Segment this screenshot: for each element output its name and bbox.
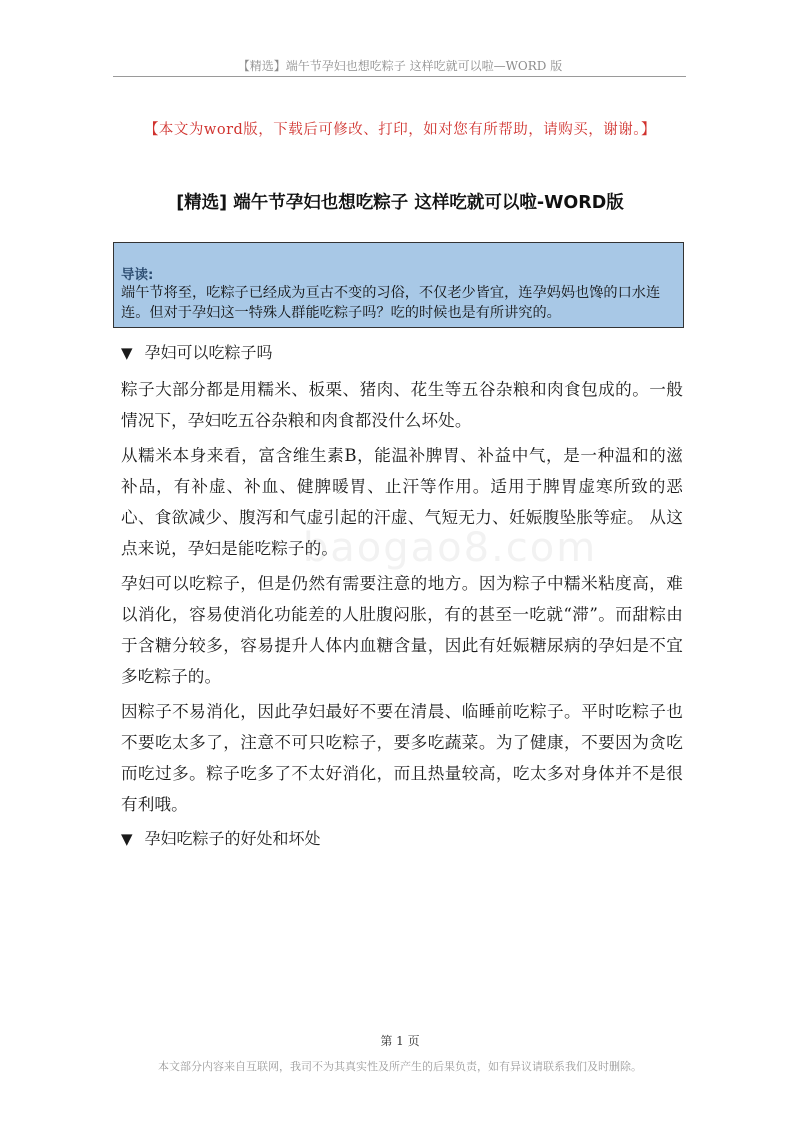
intro-box bbox=[113, 242, 684, 328]
triangle-bullet-icon: ▼ bbox=[121, 344, 133, 362]
paragraph-3: 孕妇可以吃粽子，但是仍然有需要注意的地方。因为粽子中糯米粘度高，难以消化，容易使消化功能差的人肚腹闷胀，有的甚至一吃就“滞”。而甜粽由于含糖分较多，容易提升人体内血糖含量，因此有妊娠糖尿病的孕妇是不宜多吃粽子的。 bbox=[121, 574, 683, 686]
page-number: 第 1 页 bbox=[380, 1034, 420, 1048]
footer-disclaimer: 本文部分内容来自互联网，我司不为其真实性及所产生的后果负责，如有异议请联系我们及时删除。 bbox=[158, 1060, 642, 1073]
section-heading-1-text: 孕妇可以吃粽子吗 bbox=[144, 343, 273, 362]
running-header: 【精选】端午节孕妇也想吃粽子 这样吃就可以啦—WORD 版 bbox=[237, 59, 563, 73]
intro-label: 导读: bbox=[121, 267, 154, 283]
paragraph-2: 从糯米本身来看，富含维生素B，能温补脾胃、补益中气，是一种温和的滋补品，有补虚、补血、健脾暖胃、止汗等作用。适用于脾胃虚寒所致的恶心、食欲减少、腹泻和气虚引起的汗虚、气短无力、妊娠腹坠胀等症。 从这点来说，孕妇是能吃粽子的。 bbox=[121, 446, 683, 558]
paragraph-1: 粽子大部分都是用糯米、板栗、猪肉、花生等五谷杂粮和肉食包成的。一般情况下，孕妇吃五谷杂粮和肉食都没什么坏处。 bbox=[121, 380, 683, 430]
article-body bbox=[121, 340, 683, 860]
section-heading-2 bbox=[121, 826, 683, 852]
document-title: [精选] 端午节孕妇也想吃粽子 这样吃就可以啦-WORD版 bbox=[176, 193, 624, 213]
intro-text: 端午节将至，吃粽子已经成为亘古不变的习俗，不仅老少皆宜，连孕妈妈也馋的口水连连。但对于孕妇这一特殊人群能吃粽子吗？吃的时候也是有所讲究的。 bbox=[121, 285, 661, 321]
triangle-bullet-icon: ▼ bbox=[121, 830, 133, 848]
section-heading-2-text: 孕妇吃粽子的好处和坏处 bbox=[144, 829, 321, 848]
paragraph-4: 因粽子不易消化，因此孕妇最好不要在清晨、临睡前吃粽子。平时吃粽子也不要吃太多了，注意不可只吃粽子，要多吃蔬菜。为了健康，不要因为贪吃而吃过多。粽子吃多了不太好消化，而且热量较高，吃太多对身体并不是很有利哦。 bbox=[121, 702, 683, 814]
header-divider bbox=[113, 76, 686, 77]
word-version-notice: 【本文为word版，下载后可修改、打印，如对您有所帮助，请购买，谢谢。】 bbox=[143, 122, 657, 138]
watermark: baogao8.com bbox=[302, 525, 598, 571]
section-heading-1 bbox=[121, 340, 683, 366]
